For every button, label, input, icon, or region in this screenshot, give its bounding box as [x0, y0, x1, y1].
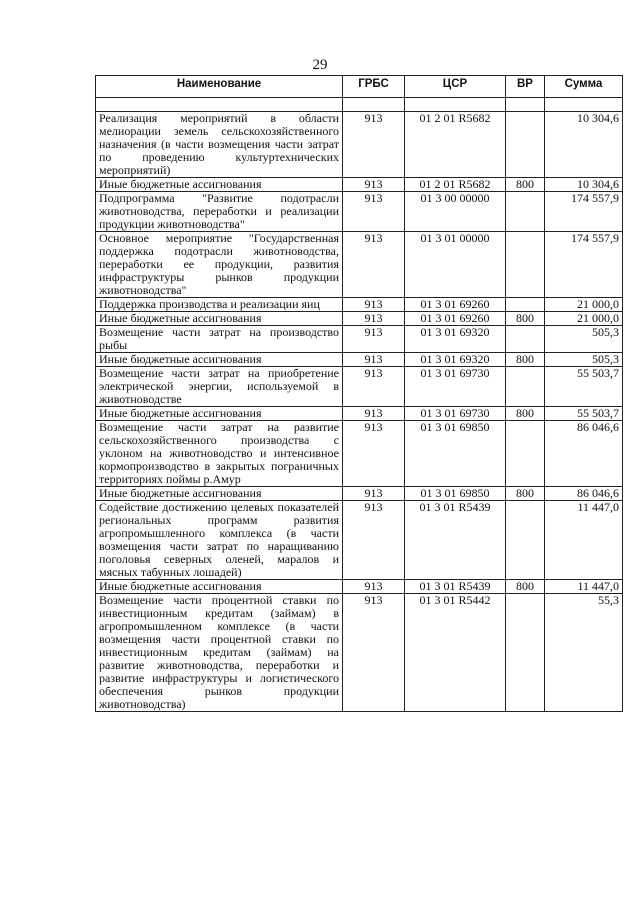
row-vr: 800	[506, 353, 545, 367]
row-vr: 800	[506, 312, 545, 326]
row-csr: 01 3 01 R5439	[405, 580, 506, 594]
row-vr: 800	[506, 487, 545, 501]
row-name: Подпрограмма "Развитие подотрасли животноводства, переработки и реализации продукции животноводства"	[96, 192, 343, 232]
row-csr: 01 3 01 69320	[405, 353, 506, 367]
column-header-name: Наименование	[96, 76, 343, 98]
row-name: Иные бюджетные ассигнования	[96, 178, 343, 192]
spacer-cell	[343, 98, 405, 112]
row-sum: 11 447,0	[545, 501, 623, 580]
row-grbs: 913	[343, 367, 405, 407]
row-csr: 01 3 01 69320	[405, 326, 506, 353]
row-vr	[506, 326, 545, 353]
row-name: Возмещение части процентной ставки по инвестиционным кредитам (займам) в агропромышленном комплексе (в части возмещения части процентной ставки по инвестиционным кредитам (займам) на развитие животноводства, переработки и развитие инфраструктуры и логистического обеспечения рынков продукции животноводства)	[96, 594, 343, 712]
table-row	[96, 298, 623, 312]
row-vr	[506, 421, 545, 487]
row-name: Иные бюджетные ассигнования	[96, 580, 343, 594]
budget-table	[95, 75, 623, 712]
row-name: Иные бюджетные ассигнования	[96, 407, 343, 421]
row-vr	[506, 594, 545, 712]
column-header-grbs: ГРБС	[343, 76, 405, 98]
row-grbs: 913	[343, 192, 405, 232]
table-spacer-row	[96, 98, 623, 112]
row-name: Иные бюджетные ассигнования	[96, 487, 343, 501]
table-row	[96, 407, 623, 421]
row-name: Основное мероприятие "Государственная поддержка подотрасли животноводства, переработки ее продукции, развития инфраструктуры рынков продукции животноводства"	[96, 232, 343, 298]
table-row	[96, 353, 623, 367]
row-grbs: 913	[343, 232, 405, 298]
column-header-sum: Сумма	[545, 76, 623, 98]
row-name: Поддержка производства и реализации яиц	[96, 298, 343, 312]
row-name: Возмещение части затрат на развитие сельскохозяйственного производства с уклоном на животноводство и интенсивное кормопроизводство в закрытых пограничных территориях поймы р.Амур	[96, 421, 343, 487]
row-grbs: 913	[343, 421, 405, 487]
row-sum: 55 503,7	[545, 367, 623, 407]
spacer-cell	[405, 98, 506, 112]
table-row	[96, 487, 623, 501]
row-name: Реализация мероприятий в области мелиорации земель сельскохозяйственного назначения (в части возмещения части затрат по проведению культуртехнических мероприятий)	[96, 112, 343, 178]
row-vr	[506, 367, 545, 407]
row-sum: 55 503,7	[545, 407, 623, 421]
spacer-cell	[545, 98, 623, 112]
row-vr	[506, 192, 545, 232]
row-grbs: 913	[343, 312, 405, 326]
row-vr	[506, 298, 545, 312]
row-sum: 21 000,0	[545, 312, 623, 326]
row-vr	[506, 112, 545, 178]
row-grbs: 913	[343, 353, 405, 367]
row-sum: 55,3	[545, 594, 623, 712]
row-sum: 10 304,6	[545, 178, 623, 192]
row-csr: 01 3 01 R5439	[405, 501, 506, 580]
row-name: Иные бюджетные ассигнования	[96, 312, 343, 326]
row-grbs: 913	[343, 298, 405, 312]
row-grbs: 913	[343, 407, 405, 421]
row-vr	[506, 232, 545, 298]
row-csr: 01 2 01 R5682	[405, 112, 506, 178]
row-name: Содействие достижению целевых показателей региональных программ развития агропромышленного комплекса (в части возмещения части затрат по наращиванию поголовья северных оленей, маралов и мясных табунных лошадей)	[96, 501, 343, 580]
table-row	[96, 312, 623, 326]
table-row	[96, 421, 623, 487]
row-sum: 21 000,0	[545, 298, 623, 312]
row-csr: 01 3 01 69730	[405, 367, 506, 407]
row-grbs: 913	[343, 112, 405, 178]
row-grbs: 913	[343, 326, 405, 353]
row-csr: 01 3 01 00000	[405, 232, 506, 298]
page-number: 29	[312, 57, 328, 73]
row-csr: 01 3 00 00000	[405, 192, 506, 232]
row-sum: 505,3	[545, 353, 623, 367]
row-sum: 11 447,0	[545, 580, 623, 594]
row-grbs: 913	[343, 501, 405, 580]
row-sum: 10 304,6	[545, 112, 623, 178]
row-grbs: 913	[343, 594, 405, 712]
table-row	[96, 367, 623, 407]
row-sum: 174 557,9	[545, 192, 623, 232]
row-sum: 174 557,9	[545, 232, 623, 298]
spacer-cell	[506, 98, 545, 112]
row-csr: 01 2 01 R5682	[405, 178, 506, 192]
row-csr: 01 3 01 69850	[405, 487, 506, 501]
row-csr: 01 3 01 69260	[405, 298, 506, 312]
row-vr: 800	[506, 407, 545, 421]
table-row	[96, 232, 623, 298]
row-csr: 01 3 01 69260	[405, 312, 506, 326]
row-name: Возмещение части затрат на производство рыбы	[96, 326, 343, 353]
row-name: Иные бюджетные ассигнования	[96, 353, 343, 367]
table-row	[96, 594, 623, 712]
table-row	[96, 178, 623, 192]
table-row	[96, 580, 623, 594]
row-vr	[506, 501, 545, 580]
table-row	[96, 192, 623, 232]
column-header-csr: ЦСР	[405, 76, 506, 98]
row-sum: 86 046,6	[545, 487, 623, 501]
table-row	[96, 112, 623, 178]
spacer-cell	[96, 98, 343, 112]
row-grbs: 913	[343, 178, 405, 192]
row-csr: 01 3 01 69730	[405, 407, 506, 421]
column-header-vr: ВР	[506, 76, 545, 98]
row-vr: 800	[506, 580, 545, 594]
row-name: Возмещение части затрат на приобретение электрической энергии, используемой в животноводстве	[96, 367, 343, 407]
row-vr: 800	[506, 178, 545, 192]
table-row	[96, 326, 623, 353]
row-csr: 01 3 01 R5442	[405, 594, 506, 712]
row-grbs: 913	[343, 580, 405, 594]
table-row	[96, 501, 623, 580]
row-sum: 505,3	[545, 326, 623, 353]
row-csr: 01 3 01 69850	[405, 421, 506, 487]
row-sum: 86 046,6	[545, 421, 623, 487]
table-header-row	[96, 76, 623, 98]
row-grbs: 913	[343, 487, 405, 501]
